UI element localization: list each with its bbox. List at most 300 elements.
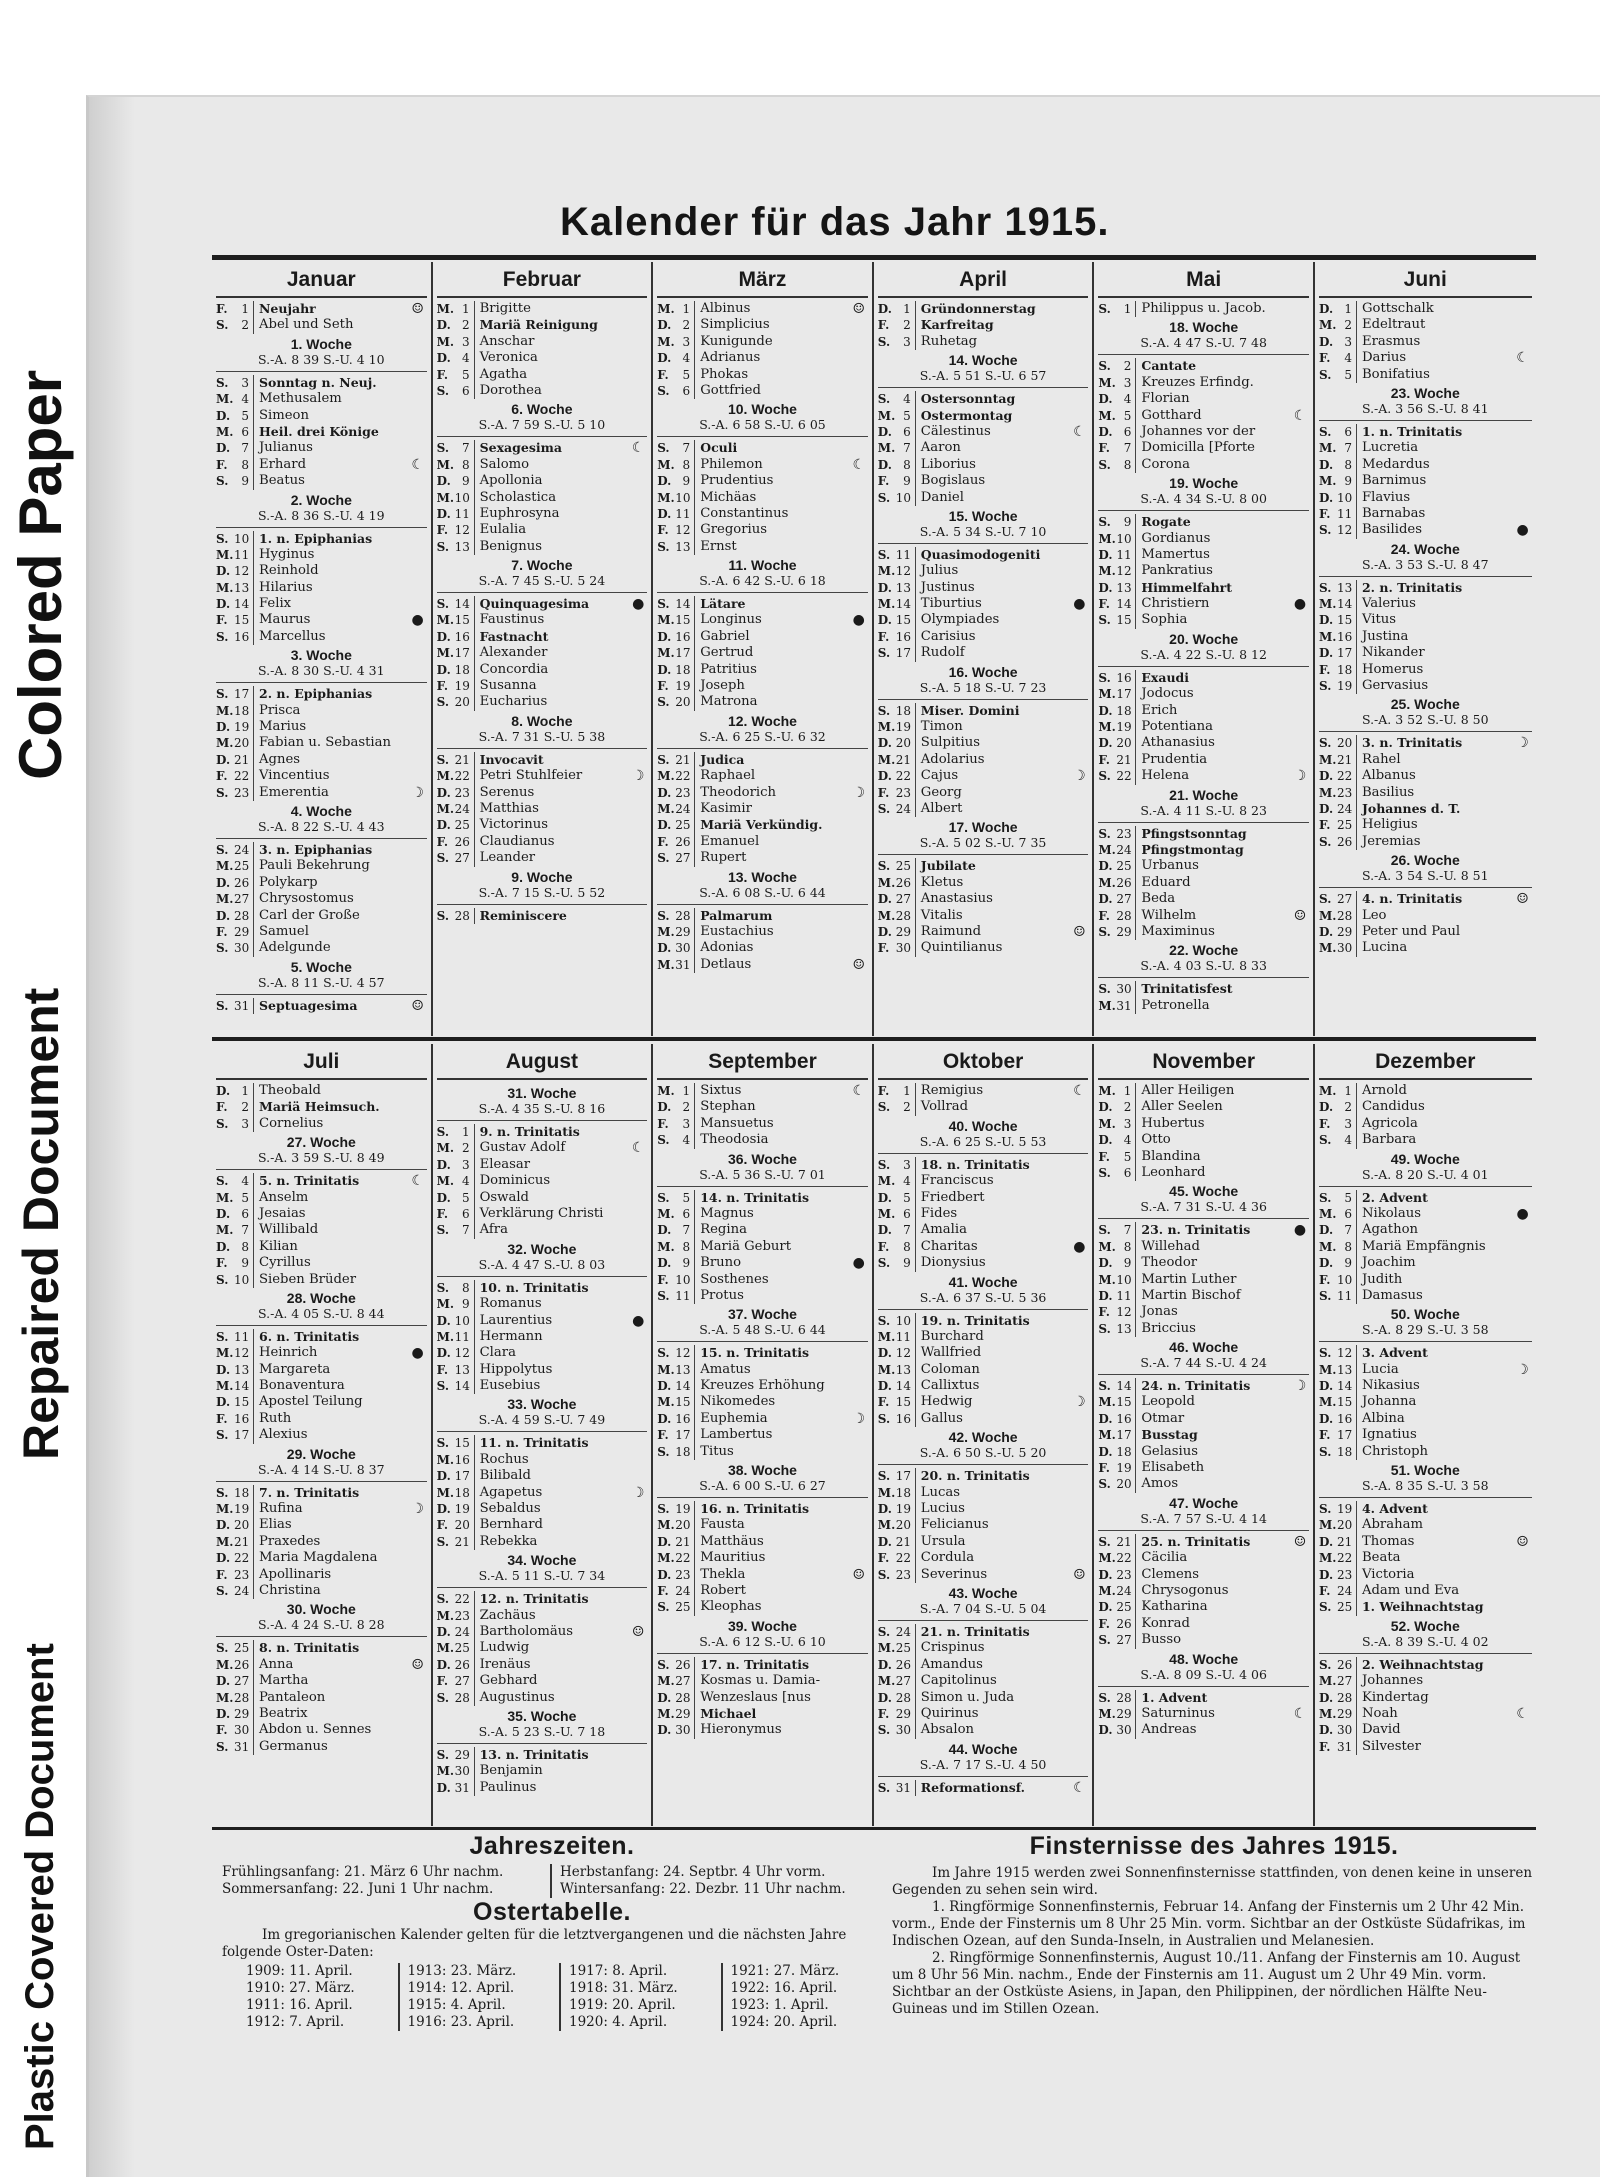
week-number: 47. Woche xyxy=(1169,1494,1239,1511)
day-row xyxy=(878,768,1089,784)
saint-name: 8. n. Trinitatis xyxy=(259,1640,360,1656)
saint-name: Lucina xyxy=(1361,940,1408,956)
day-number: 17 xyxy=(1337,1427,1357,1443)
saint-name: Dionysius xyxy=(920,1255,986,1271)
day-row xyxy=(216,998,427,1014)
day-row xyxy=(437,1140,648,1156)
day-number: 21 xyxy=(896,752,916,768)
weekday: M. xyxy=(1098,1084,1116,1098)
day-row xyxy=(1098,735,1309,751)
saint-name: Adrianus xyxy=(700,350,761,366)
weekday: D. xyxy=(1318,334,1334,349)
moon-phase-icon xyxy=(1514,1394,1532,1410)
weekday: S. xyxy=(436,539,450,554)
weekday: F. xyxy=(1098,1616,1110,1631)
sheet-binding-shadow xyxy=(89,97,135,2177)
day-number: 18 xyxy=(675,662,695,678)
day-row xyxy=(1319,317,1532,333)
saint-name: 1. n. Epiphanias xyxy=(259,530,373,546)
sun-times: S.-A. 5 34 S.-U. 7 10 xyxy=(919,523,1047,539)
day-row xyxy=(878,391,1089,407)
day-number: 7 xyxy=(1116,440,1136,456)
day-row xyxy=(657,334,868,350)
day-number: 27 xyxy=(455,1673,475,1689)
saint-name: Exaudi xyxy=(1141,669,1190,685)
day-number: 18 xyxy=(675,1444,695,1460)
weekday: F. xyxy=(877,629,890,644)
day-number: 22 xyxy=(1116,1550,1136,1566)
day-row xyxy=(1098,1583,1309,1599)
moon-phase-icon xyxy=(1291,1722,1309,1738)
day-row xyxy=(1098,1099,1309,1115)
weekday: F. xyxy=(657,523,669,538)
saint-name: Euphrosyna xyxy=(479,505,560,521)
weekday: S. xyxy=(216,1739,229,1754)
saint-name: Vollrad xyxy=(920,1099,969,1115)
day-row xyxy=(437,383,648,399)
day-row xyxy=(657,301,868,317)
saint-name: Callixtus xyxy=(920,1378,980,1394)
day-row xyxy=(657,1099,868,1115)
day-number: 30 xyxy=(1116,981,1136,997)
weekday: S. xyxy=(657,539,670,554)
day-row xyxy=(1319,801,1532,817)
day-row xyxy=(1319,1673,1532,1689)
saint-name: Justinus xyxy=(920,579,975,595)
weekday: F. xyxy=(436,523,449,538)
day-number: 3 xyxy=(234,375,254,391)
moon-phase-icon xyxy=(1070,334,1088,350)
day-row xyxy=(437,678,648,694)
moon-phase-icon xyxy=(1514,1501,1532,1517)
day-row xyxy=(1098,457,1309,473)
moon-phase-icon xyxy=(1291,1444,1309,1460)
day-row xyxy=(216,908,427,924)
day-row xyxy=(1098,1632,1309,1648)
day-row xyxy=(1319,1239,1532,1255)
day-number: 3 xyxy=(234,1116,254,1132)
weekday: S. xyxy=(1318,424,1332,439)
sun-times: S.-A. 5 11 S.-U. 7 34 xyxy=(478,1568,606,1584)
day-number: 12 xyxy=(455,522,475,538)
saint-name: Robert xyxy=(700,1582,746,1598)
day-number: 2 xyxy=(234,317,254,333)
weekday: M. xyxy=(436,769,455,784)
moon-phase-icon xyxy=(1514,1288,1532,1304)
moon-phase-icon: ● xyxy=(1293,596,1307,613)
day-row xyxy=(1319,768,1532,784)
day-row xyxy=(437,1591,648,1607)
moon-phase-icon xyxy=(409,1272,427,1288)
saint-name: Carl der Große xyxy=(259,907,360,923)
day-row xyxy=(216,317,427,333)
day-number: 14 xyxy=(1116,1378,1136,1394)
day-row xyxy=(437,490,648,506)
day-number: 9 xyxy=(896,1255,916,1271)
moon-phase-icon xyxy=(1514,1583,1532,1599)
day-number: 16 xyxy=(234,1411,254,1427)
moon-phase-icon xyxy=(1070,1468,1088,1484)
saint-name: Fastnacht xyxy=(479,628,549,644)
day-row xyxy=(657,834,868,850)
moon-phase-icon xyxy=(409,317,427,333)
day-row xyxy=(878,1567,1089,1583)
day-number: 11 xyxy=(675,506,695,522)
day-number: 16 xyxy=(1337,629,1357,645)
weekday: D. xyxy=(1098,1411,1113,1426)
weekday: F. xyxy=(216,1100,228,1115)
moon-phase-icon xyxy=(409,580,427,596)
day-number: 27 xyxy=(896,891,916,907)
weekday: M. xyxy=(436,1329,455,1344)
day-row xyxy=(878,1239,1089,1255)
saint-name: 1. Advent xyxy=(1141,1689,1208,1705)
day-number: 15 xyxy=(455,612,475,628)
day-number: 6 xyxy=(896,424,916,440)
day-number: 12 xyxy=(896,563,916,579)
week-header xyxy=(1098,1337,1309,1375)
saint-name: Ruhetag xyxy=(920,333,978,349)
day-row xyxy=(657,506,868,522)
moon-phase-icon xyxy=(409,1517,427,1533)
moon-phase-icon: ☽ xyxy=(411,784,424,801)
weekday: F. xyxy=(1318,818,1331,833)
day-row xyxy=(1319,1345,1532,1361)
saint-name: Jeremias xyxy=(1361,833,1421,849)
day-number: 4 xyxy=(455,350,475,366)
weekday: D. xyxy=(657,474,672,489)
day-row xyxy=(878,490,1089,506)
weekday: F. xyxy=(1318,1739,1331,1754)
moon-phase-icon xyxy=(409,1190,427,1206)
week-header xyxy=(1319,1616,1532,1654)
day-row xyxy=(1098,1599,1309,1615)
day-number: 22 xyxy=(675,768,695,784)
moon-phase-icon xyxy=(850,350,868,366)
month-name: Dezember xyxy=(1319,1044,1532,1080)
moon-phase-icon xyxy=(409,768,427,784)
weekday: S. xyxy=(877,646,891,661)
day-row xyxy=(657,1411,868,1427)
saint-name: Prisca xyxy=(259,702,301,718)
day-number: 22 xyxy=(896,768,916,784)
weekday: S. xyxy=(1098,1223,1111,1238)
week-header xyxy=(1319,383,1532,421)
day-row xyxy=(657,612,868,628)
moon-phase-icon: ☽ xyxy=(852,784,866,801)
day-number: 18 xyxy=(1116,703,1136,719)
day-number: 16 xyxy=(455,1452,475,1468)
day-row xyxy=(437,350,648,366)
day-row xyxy=(657,1706,868,1722)
day-number: 13 xyxy=(1116,1321,1136,1337)
saint-name: Rahel xyxy=(1361,751,1401,767)
moon-phase-icon xyxy=(629,1747,647,1763)
weekday: S. xyxy=(1318,1346,1332,1361)
day-number: 24 xyxy=(1116,842,1136,858)
week-number: 13. Woche xyxy=(727,868,797,885)
moon-phase-icon xyxy=(629,1517,647,1533)
day-number: 29 xyxy=(234,1706,254,1722)
day-number: 20 xyxy=(455,694,475,710)
day-number: 21 xyxy=(234,752,254,768)
saint-name: Bruno xyxy=(700,1255,742,1271)
day-number: 24 xyxy=(896,1624,916,1640)
day-number: 25 xyxy=(896,1640,916,1656)
day-number: 20 xyxy=(1116,1476,1136,1492)
weekday: M. xyxy=(877,1362,896,1377)
saint-name: Vincentius xyxy=(259,768,330,784)
weekday: S. xyxy=(1098,1321,1111,1336)
moon-phase-icon xyxy=(1291,1460,1309,1476)
day-number: 4 xyxy=(1337,350,1357,366)
day-number: 19 xyxy=(1116,1460,1136,1476)
moon-phase-icon xyxy=(850,662,868,678)
day-row xyxy=(437,1657,648,1673)
moon-phase-icon xyxy=(850,1288,868,1304)
day-row xyxy=(1319,1222,1532,1238)
saint-name: Felix xyxy=(259,596,292,612)
weekday: D. xyxy=(1318,1223,1334,1238)
saint-name: Burchard xyxy=(920,1328,984,1344)
saint-name: Heinrich xyxy=(259,1345,318,1361)
day-row xyxy=(216,1501,427,1517)
weekday: S. xyxy=(877,392,891,407)
moon-phase-icon xyxy=(1291,1616,1309,1632)
moon-phase-icon: ☽ xyxy=(1516,1361,1529,1378)
day-row xyxy=(216,752,427,768)
day-row xyxy=(437,817,648,833)
day-row xyxy=(1098,1288,1309,1304)
saint-name: Pfingstsonntag xyxy=(1141,825,1247,841)
saint-name: Heligius xyxy=(1361,817,1418,833)
day-row xyxy=(657,1657,868,1673)
saint-name: Pantaleon xyxy=(259,1689,326,1705)
weekday: S. xyxy=(657,752,670,767)
saint-name: Gotthard xyxy=(1141,407,1202,423)
saint-name: Polykarp xyxy=(259,874,318,890)
weekday: M. xyxy=(436,613,455,628)
moon-phase-icon xyxy=(1291,1272,1309,1288)
moon-phase-icon xyxy=(1514,1222,1532,1238)
moon-phase-icon xyxy=(629,1690,647,1706)
weekday: M. xyxy=(877,908,896,923)
saint-name: Gustav Adolf xyxy=(479,1140,566,1156)
day-number: 19 xyxy=(896,719,916,735)
weekday: M. xyxy=(1098,1706,1116,1721)
moon-phase-icon xyxy=(629,801,647,817)
weekday: M. xyxy=(1098,720,1116,735)
moon-phase-icon xyxy=(850,1190,868,1206)
day-row xyxy=(1098,358,1309,374)
weekday: S. xyxy=(657,1288,670,1303)
weekday: S. xyxy=(1098,1477,1111,1492)
day-number: 10 xyxy=(896,1313,916,1329)
week-header xyxy=(1098,1649,1309,1687)
day-number: 24 xyxy=(455,801,475,817)
day-row xyxy=(1319,1599,1532,1615)
moon-phase-icon xyxy=(409,703,427,719)
moon-phase-icon xyxy=(850,834,868,850)
summer-start: Sommersanfang: 22. Juni 1 Uhr nachm. xyxy=(222,1881,494,1897)
moon-phase-icon xyxy=(1291,1690,1309,1706)
saint-name: Katharina xyxy=(1141,1599,1208,1615)
saint-name: Himmelfahrt xyxy=(1141,579,1233,595)
day-number: 6 xyxy=(896,1206,916,1222)
moon-phase-icon xyxy=(1291,858,1309,874)
weekday: S. xyxy=(1098,826,1111,841)
moon-phase-icon: ☾ xyxy=(631,1140,645,1157)
moon-phase-icon xyxy=(1514,801,1532,817)
weekday: D. xyxy=(1318,924,1334,939)
day-row xyxy=(1319,1132,1532,1148)
saint-name: Justina xyxy=(1361,628,1409,644)
day-number: 5 xyxy=(234,1190,254,1206)
weekday: S. xyxy=(216,1485,229,1500)
weekday: S. xyxy=(657,908,670,923)
day-row xyxy=(216,1239,427,1255)
weekday: S. xyxy=(216,375,229,390)
day-number: 26 xyxy=(675,1657,695,1673)
day-row xyxy=(657,383,868,399)
day-row xyxy=(1319,1099,1532,1115)
week-header xyxy=(1319,850,1532,888)
day-row xyxy=(1098,440,1309,456)
weekday: S. xyxy=(216,1116,229,1131)
day-number: 28 xyxy=(1337,1690,1357,1706)
saint-name: Barbara xyxy=(1361,1132,1417,1148)
sun-times: S.-A. 4 34 S.-U. 8 00 xyxy=(1140,491,1267,507)
moon-phase-icon xyxy=(1070,1501,1088,1517)
weekday: M. xyxy=(657,490,675,505)
moon-phase-icon xyxy=(409,473,427,489)
day-number: 23 xyxy=(896,785,916,801)
weekday: D. xyxy=(1318,1411,1334,1426)
weekday: S. xyxy=(1318,1502,1332,1517)
day-row xyxy=(216,1222,427,1238)
saint-name: 4. Advent xyxy=(1361,1501,1428,1517)
day-row xyxy=(878,1362,1089,1378)
day-number: 29 xyxy=(896,924,916,940)
bottom-rule xyxy=(212,1827,1536,1830)
day-number: 14 xyxy=(455,1378,475,1394)
moon-phase-icon xyxy=(1514,1657,1532,1673)
week-header xyxy=(878,662,1089,700)
weekday: D. xyxy=(436,629,451,644)
moon-phase-icon xyxy=(1070,1550,1088,1566)
day-number: 1 xyxy=(1337,301,1357,317)
weekday: S. xyxy=(1098,769,1111,784)
day-number: 8 xyxy=(1337,1239,1357,1255)
saint-name: Faustinus xyxy=(479,612,545,628)
day-row xyxy=(1319,1206,1532,1222)
moon-phase-icon xyxy=(1514,473,1532,489)
saint-name: Heil. drei Könige xyxy=(259,423,379,439)
weekday: M. xyxy=(216,547,234,562)
day-row xyxy=(878,752,1089,768)
weekday: D. xyxy=(877,1502,892,1517)
easter-date: 1923: 1. April. xyxy=(730,1997,829,2013)
day-number: 25 xyxy=(1116,1599,1136,1615)
saint-name: Dorothea xyxy=(479,382,542,398)
saint-name: Basilius xyxy=(1361,784,1415,800)
moon-phase-icon xyxy=(629,1673,647,1689)
day-row xyxy=(1319,1657,1532,1673)
weekday: F. xyxy=(657,1428,669,1443)
day-row xyxy=(1319,735,1532,751)
weekday: D. xyxy=(1098,859,1113,874)
autumn-start: Herbstanfang: 24. Septbr. 4 Uhr vorm. xyxy=(560,1864,826,1880)
weekday: M. xyxy=(657,769,675,784)
saint-name: Sieben Brüder xyxy=(259,1271,357,1287)
day-row xyxy=(216,596,427,612)
day-row xyxy=(1098,1722,1309,1738)
day-number: 12 xyxy=(1337,1345,1357,1361)
saint-name: Petri Stuhlfeier xyxy=(479,768,583,784)
moon-phase-icon xyxy=(850,1132,868,1148)
saint-name: Romanus xyxy=(479,1296,542,1312)
day-number: 22 xyxy=(455,768,475,784)
moon-phase-icon xyxy=(850,539,868,555)
day-row xyxy=(878,1485,1089,1501)
saint-name: 21. n. Trinitatis xyxy=(920,1623,1030,1639)
moon-phase-icon xyxy=(409,1222,427,1238)
saint-name: Agapetus xyxy=(479,1484,543,1500)
day-number: 2 xyxy=(896,1099,916,1115)
week-number: 18. Woche xyxy=(1169,319,1239,336)
saint-name: Martin Bischof xyxy=(1141,1287,1241,1303)
day-number: 17 xyxy=(455,1468,475,1484)
moon-phase-icon xyxy=(1291,1255,1309,1271)
day-row xyxy=(657,752,868,768)
saint-name: Nikander xyxy=(1361,645,1425,661)
saint-name: Marius xyxy=(259,719,307,735)
saint-name: Chrysostomus xyxy=(259,891,354,907)
weekday: M. xyxy=(877,1674,896,1689)
saint-name: Eustachius xyxy=(700,923,774,939)
day-number: 19 xyxy=(455,678,475,694)
saint-name: Marcellus xyxy=(259,628,326,644)
day-number: 9 xyxy=(675,1255,695,1271)
weekday: D. xyxy=(657,1223,672,1238)
moon-phase-icon xyxy=(1514,490,1532,506)
saint-name: Bonifatius xyxy=(1361,366,1430,382)
day-row xyxy=(437,1780,648,1796)
day-row xyxy=(1319,891,1532,907)
day-number: 26 xyxy=(896,1657,916,1673)
moon-phase-icon xyxy=(409,1329,427,1345)
day-row xyxy=(878,1517,1089,1533)
weekday: S. xyxy=(657,851,670,866)
saint-name: Emanuel xyxy=(700,833,760,849)
weekday: M. xyxy=(436,1608,455,1623)
day-row xyxy=(1098,531,1309,547)
moon-phase-icon xyxy=(629,1763,647,1779)
saint-name: 1. n. Trinitatis xyxy=(1361,423,1463,439)
saint-name: Nikomedes xyxy=(700,1394,776,1410)
weekday: M. xyxy=(216,1534,234,1549)
weekday: M. xyxy=(436,1485,455,1500)
moon-phase-icon xyxy=(1514,908,1532,924)
moon-phase-icon xyxy=(1291,580,1309,596)
weekday: D. xyxy=(216,408,231,423)
day-number: 27 xyxy=(1116,891,1136,907)
moon-phase-icon xyxy=(850,1394,868,1410)
moon-phase-icon xyxy=(629,1206,647,1222)
saint-name: 5. n. Trinitatis xyxy=(259,1173,360,1189)
day-number: 9 xyxy=(234,473,254,489)
sun-times: S.-A. 4 59 S.-U. 7 49 xyxy=(478,1412,606,1428)
